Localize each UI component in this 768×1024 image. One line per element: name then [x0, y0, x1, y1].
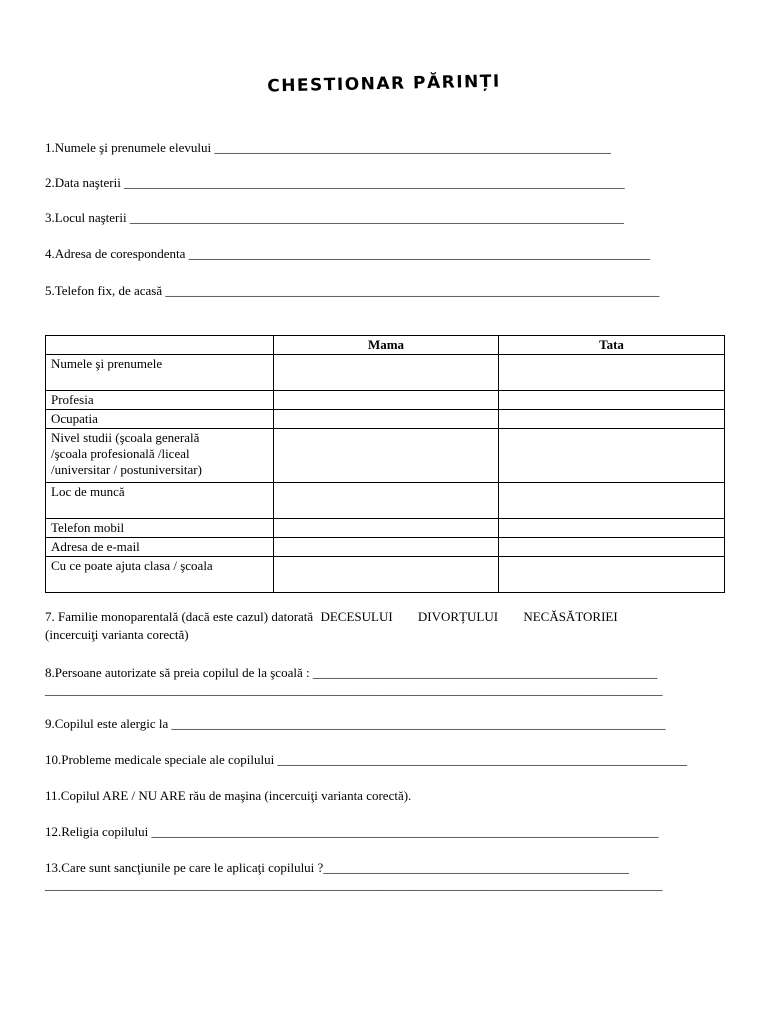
row-label: Numele şi prenumele: [46, 355, 274, 391]
field-label: 12.Religia copilului: [45, 824, 149, 839]
mother-cell[interactable]: [274, 483, 499, 519]
table-row: [46, 483, 725, 519]
field-label: 9.Copilul este alergic la: [45, 716, 169, 731]
row-label: Profesia: [46, 391, 274, 410]
field-birth-place[interactable]: [45, 210, 624, 226]
table-row: [46, 519, 725, 538]
table-header-father: Tata: [499, 336, 725, 355]
table-row: [46, 355, 725, 391]
field-address[interactable]: [45, 246, 650, 262]
field-label: 4.Adresa de corespondenta: [45, 246, 186, 261]
table-header-empty: [46, 336, 274, 355]
question-10[interactable]: [45, 752, 687, 768]
table-row: [46, 538, 725, 557]
question-11[interactable]: 11.Copilul ARE / NU ARE rău de maşina (incercuiţi varianta corectă).: [45, 788, 412, 803]
mother-cell[interactable]: [274, 410, 499, 429]
father-cell[interactable]: [499, 429, 725, 483]
question-8-line2[interactable]: _______________________________________________________________________________________________: [45, 682, 663, 697]
field-label: 5.Telefon fix, de acasă: [45, 283, 163, 298]
field-blank-line[interactable]: _____________________________________________________________________________: [124, 175, 625, 190]
field-blank-line[interactable]: ____________________________________________________________________________: [129, 210, 624, 225]
field-label: 8.Persoane autorizate să preia copilul de la şcoală :: [45, 665, 310, 680]
field-blank-line[interactable]: _______________________________________________: [323, 860, 629, 875]
question-13[interactable]: [45, 860, 629, 876]
document-title: CHESTIONAR PĂRINȚI: [267, 71, 501, 97]
mother-cell[interactable]: [274, 391, 499, 410]
question-8[interactable]: [45, 665, 657, 681]
mother-cell[interactable]: [274, 429, 499, 483]
father-cell[interactable]: [499, 355, 725, 391]
row-label: Adresa de e-mail: [46, 538, 274, 557]
row-label: Ocupatia: [46, 410, 274, 429]
table-row: [46, 429, 725, 483]
mother-cell[interactable]: [274, 538, 499, 557]
question-13-line2[interactable]: _______________________________________________________________________________________________: [45, 877, 663, 892]
field-label: 1.Numele şi prenumele elevului: [45, 140, 212, 155]
mother-cell[interactable]: [274, 557, 499, 593]
mother-cell[interactable]: [274, 355, 499, 391]
table-row: [46, 557, 725, 593]
field-blank-line[interactable]: ____________________________________________________________________________: [171, 716, 666, 731]
question-9[interactable]: [45, 716, 665, 732]
row-label: Loc de muncă: [46, 483, 274, 519]
question-12[interactable]: [45, 824, 659, 840]
table-row: [46, 391, 725, 410]
field-student-name[interactable]: [45, 140, 611, 156]
row-label: Cu ce poate ajuta clasa / şcoala: [46, 557, 274, 593]
field-blank-line[interactable]: _______________________________________________________________: [277, 752, 687, 767]
field-blank-line[interactable]: ______________________________________________________________________________: [151, 824, 659, 839]
father-cell[interactable]: [499, 410, 725, 429]
option-necasatorie[interactable]: NECĂSĂTORIEI: [523, 609, 618, 624]
father-cell[interactable]: [499, 538, 725, 557]
question-7-note: (incercuiţi varianta corectă): [45, 627, 189, 642]
field-home-phone[interactable]: [45, 283, 659, 299]
field-label: 3.Locul naşterii: [45, 210, 127, 225]
parents-table: [45, 335, 725, 593]
field-birth-date[interactable]: [45, 175, 625, 191]
father-cell[interactable]: [499, 557, 725, 593]
field-label: 13.Care sunt sancţiunile pe care le aplicaţi copilului ?: [45, 860, 324, 875]
question-7: [45, 609, 618, 625]
option-deces[interactable]: DECESULUI: [320, 609, 393, 624]
field-blank-line[interactable]: _____________________________________________________________: [214, 140, 611, 155]
father-cell[interactable]: [499, 519, 725, 538]
father-cell[interactable]: [499, 483, 725, 519]
table-header-mother: Mama: [274, 336, 499, 355]
father-cell[interactable]: [499, 391, 725, 410]
field-blank-line[interactable]: _______________________________________________________________________: [188, 246, 651, 261]
option-divort[interactable]: DIVORȚULUI: [417, 609, 499, 624]
field-label: 10.Probleme medicale speciale ale copilului: [45, 752, 275, 767]
row-label: Telefon mobil: [46, 519, 274, 538]
row-label: Nivel studii (şcoala generală /şcoala profesională /liceal /universitar / postuniversitar): [46, 429, 274, 483]
field-blank-line[interactable]: ____________________________________________________________________________: [165, 283, 660, 298]
table-row: [46, 410, 725, 429]
field-label: 2.Data naşterii: [45, 175, 121, 190]
question-7-text: 7. Familie monoparentală (dacă este cazul) datorată: [45, 609, 314, 624]
field-blank-line[interactable]: _____________________________________________________: [312, 665, 658, 680]
table-header-row: [46, 336, 725, 355]
mother-cell[interactable]: [274, 519, 499, 538]
